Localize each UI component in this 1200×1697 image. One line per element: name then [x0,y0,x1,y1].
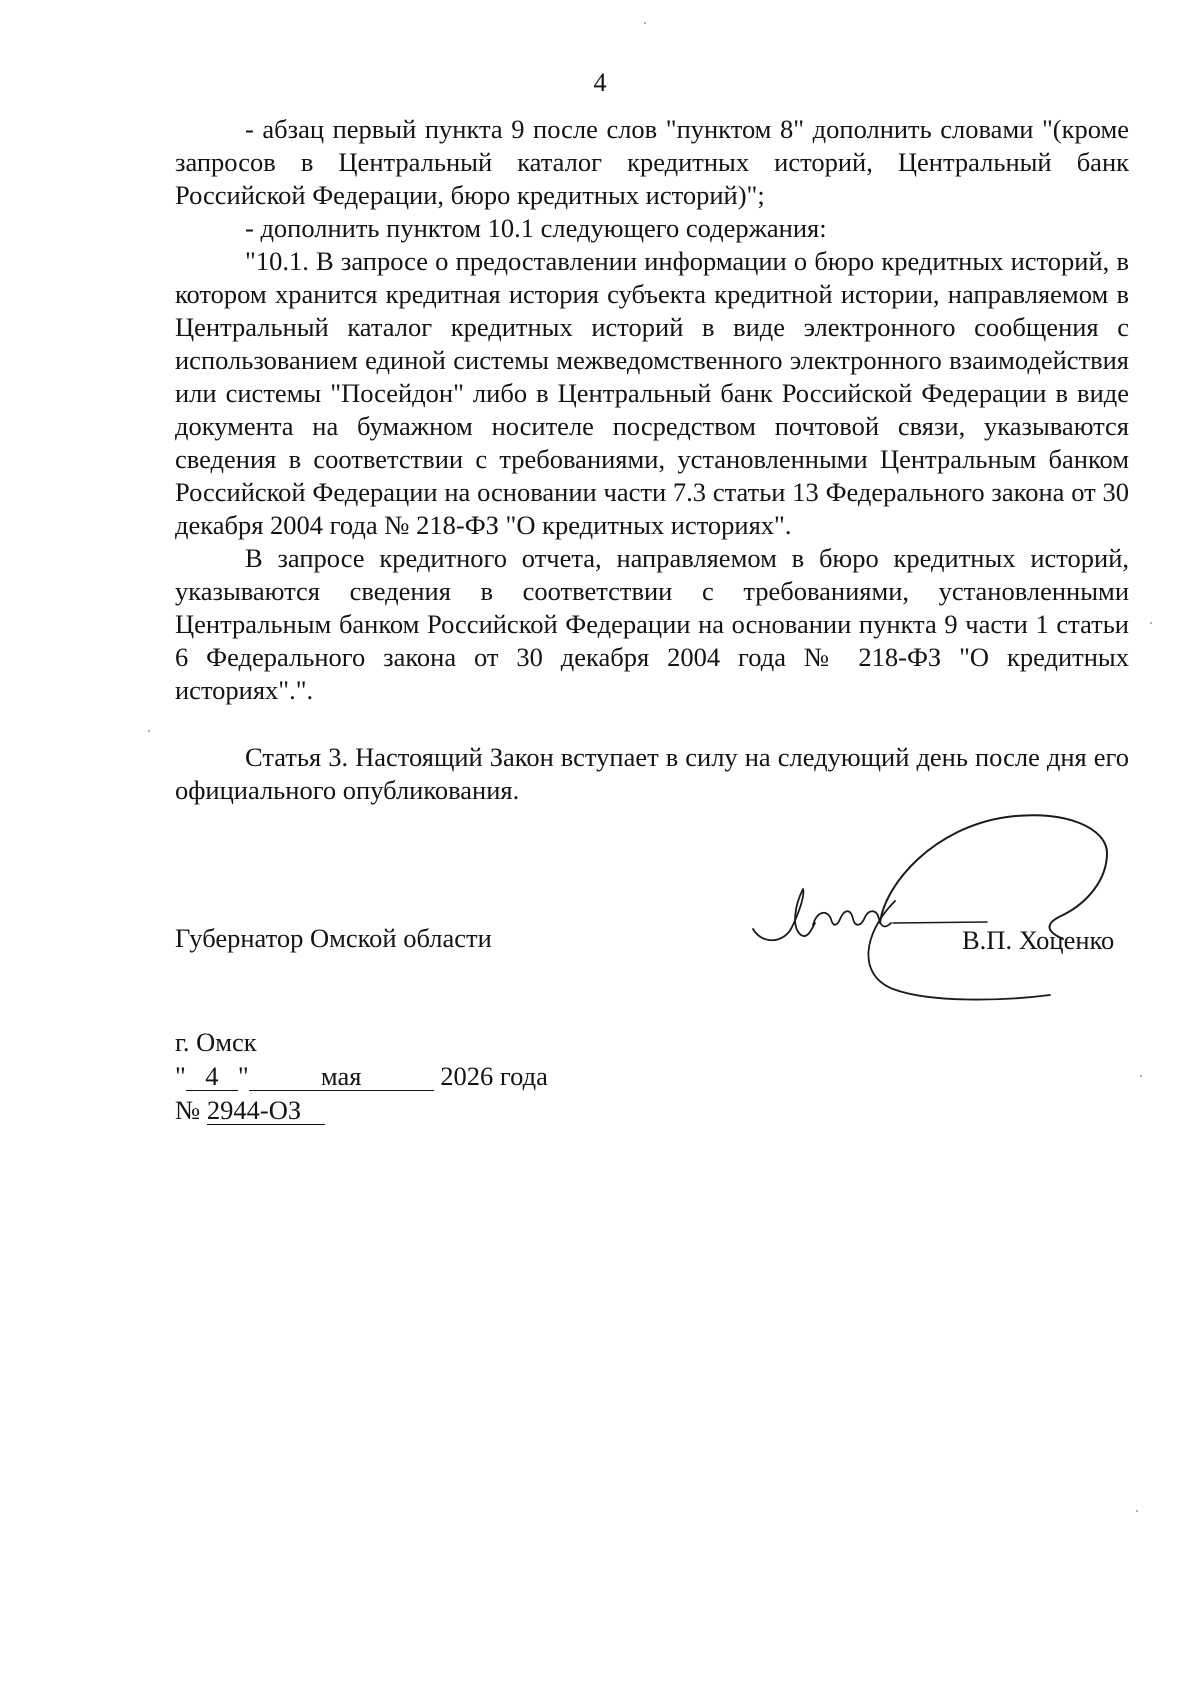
scan-speck [644,22,646,24]
page-number: 4 [593,68,607,97]
number-sign: № [175,1095,201,1125]
scan-speck [1136,1510,1138,1512]
city: г. Омск [175,1027,257,1057]
city-line [175,1025,548,1059]
paragraph-item-10-1-text: "10.1. В запросе о предоставлении информации о бюро кредитных историй, в котором хранится кредитная история субъекта кредитной истории, направляемом в Центральный каталог кредитных историй в виде электронного сообщения с использованием единой системы межведомственного электронного взаимодействия или системы "Посейдон" либо в Центральный банк Российской Федерации в виде документа на бумажном носителе посредством почтовой связи, указываются сведения в соответствии с требованиями, установленными Центральным банком Российской Федерации на основании части 7.3 статьи 13 Федерального закона от 30 декабря 2004 года № 218-ФЗ "О кредитных историях". [175,246,1129,540]
date-line [175,1059,548,1093]
date-year: 2026 года [440,1061,548,1091]
quote-close: " [237,1061,249,1091]
paragraph-add-item-10-1: - дополнить пунктом 10.1 следующего содержания: [245,213,827,243]
law-number: 2944-ОЗ [207,1096,325,1125]
law-number-line [175,1093,548,1127]
article-3: Статья 3. Настоящий Закон вступает в силу на следующий день после дня его официального опубликования. [175,742,1129,805]
scan-speck [1150,622,1152,624]
date-month: мая [249,1062,434,1091]
scan-speck [148,730,150,732]
date-day: 4 [186,1062,238,1091]
handwritten-signature [745,805,1125,1015]
quote-open: " [175,1061,186,1091]
place-date-block [175,1025,548,1127]
paragraph-amend-item-9: - абзац первый пункта 9 после слов "пунктом 8" дополнить словами "(кроме запросов в Центральный каталог кредитных историй, Центральный банк Российской Федерации, бюро кредитных историй)"; [175,114,1129,210]
signer-name: В.П. Хоценко [962,925,1115,955]
scan-speck [1140,1075,1142,1077]
paragraph-credit-report-request: В запросе кредитного отчета, направляемом в бюро кредитных историй, указываются сведения в соответствии с требованиями, установленными Центральным банком Российской Федерации на основании пункта 9 части 1 статьи 6 Федерального закона от 30 декабря 2004 года № 218-ФЗ "О кредитных историях".". [175,543,1129,705]
signer-position: Губернатор Омской области [175,923,492,953]
law-body-text [175,113,1129,807]
